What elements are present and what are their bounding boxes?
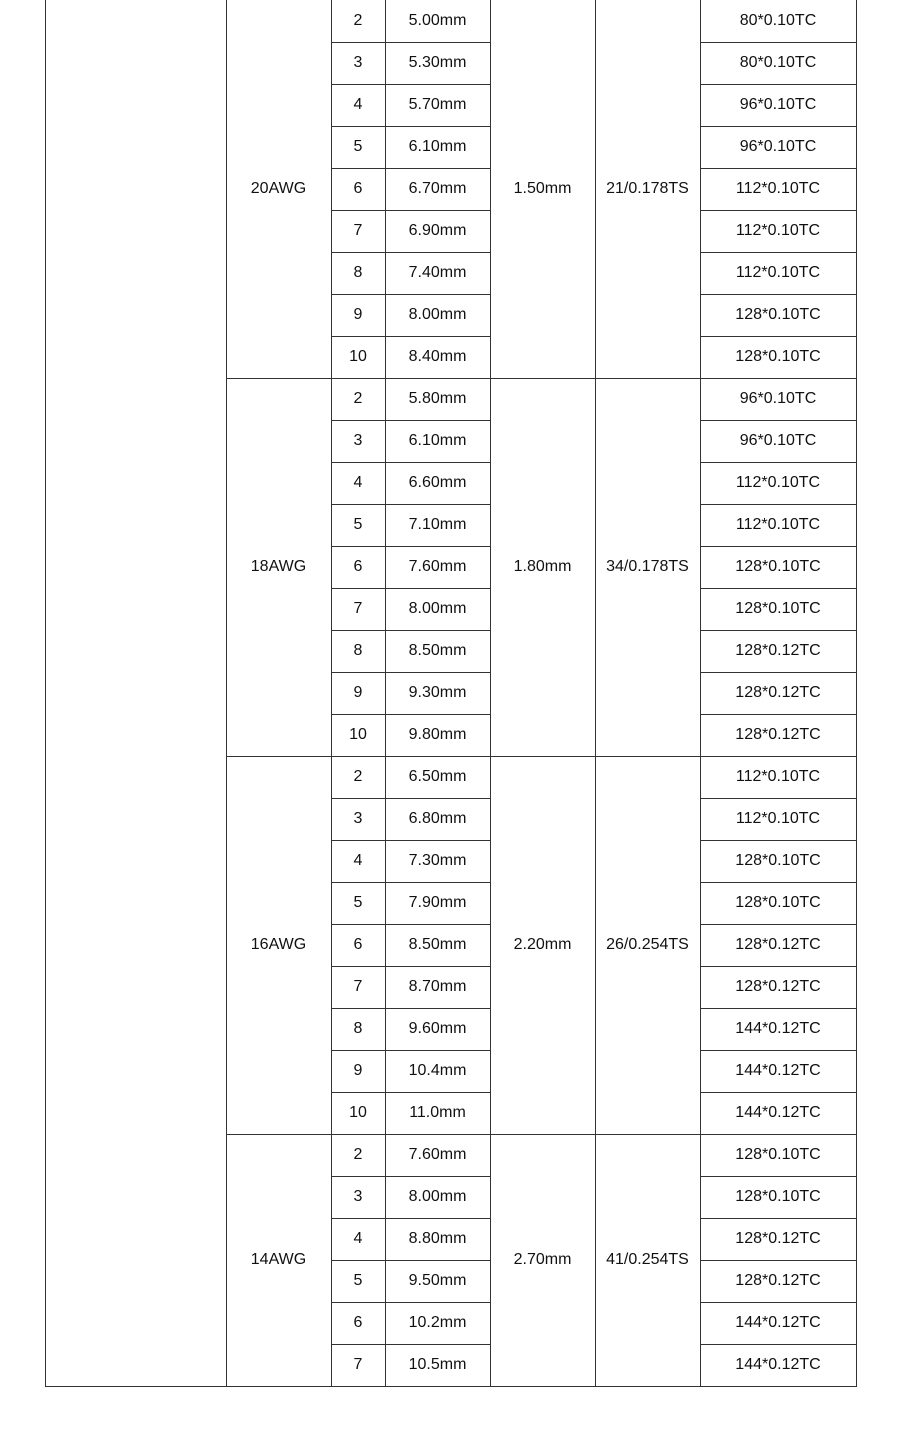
outer-diameter-cell: 6.60mm [408, 474, 467, 491]
core-count-cell: 2 [353, 390, 363, 407]
core-count-cell: 9 [353, 306, 363, 323]
row-divider [700, 1176, 856, 1177]
conductor-strand-cell: 41/0.254TS [606, 1251, 689, 1268]
core-count-cell: 6 [353, 558, 363, 575]
insulation-thickness-cell: 2.70mm [513, 1251, 572, 1268]
row-divider [700, 882, 856, 883]
core-count-cell: 5 [353, 516, 363, 533]
row-divider [331, 966, 490, 967]
row-divider [331, 588, 490, 589]
shield-spec-cell: 144*0.12TC [735, 1104, 821, 1121]
row-divider [331, 798, 490, 799]
column-divider [856, 0, 857, 1387]
row-divider [700, 1092, 856, 1093]
outer-diameter-cell: 8.00mm [408, 306, 467, 323]
outer-diameter-cell: 8.00mm [408, 600, 467, 617]
shield-spec-cell: 112*0.10TC [735, 516, 821, 533]
shield-spec-cell: 128*0.10TC [735, 558, 821, 575]
core-count-cell: 10 [349, 726, 367, 743]
core-count-cell: 8 [353, 642, 363, 659]
row-divider [331, 1092, 490, 1093]
row-divider [700, 798, 856, 799]
row-divider [331, 1302, 490, 1303]
row-divider [700, 588, 856, 589]
row-divider [700, 966, 856, 967]
outer-diameter-cell: 7.60mm [408, 1146, 467, 1163]
insulation-thickness-cell: 1.80mm [513, 558, 572, 575]
core-count-cell: 4 [353, 1230, 363, 1247]
core-count-cell: 4 [353, 96, 363, 113]
row-divider [331, 1050, 490, 1051]
outer-diameter-cell: 8.50mm [408, 642, 467, 659]
row-divider [331, 168, 490, 169]
shield-spec-cell: 80*0.10TC [739, 54, 817, 71]
conductor-strand-cell: 26/0.254TS [606, 936, 689, 953]
shield-spec-cell: 128*0.10TC [735, 852, 821, 869]
outer-diameter-cell: 6.50mm [408, 768, 467, 785]
outer-diameter-cell: 8.40mm [408, 348, 467, 365]
row-divider [331, 924, 490, 925]
row-divider [331, 504, 490, 505]
shield-spec-cell: 80*0.10TC [739, 12, 817, 29]
shield-spec-cell: 128*0.10TC [735, 894, 821, 911]
row-divider [331, 252, 490, 253]
outer-diameter-cell: 9.60mm [408, 1020, 467, 1037]
row-divider [700, 462, 856, 463]
shield-spec-cell: 128*0.12TC [735, 936, 821, 953]
core-count-cell: 3 [353, 810, 363, 827]
table-bottom-border [45, 1386, 857, 1387]
shield-spec-cell: 128*0.10TC [735, 1146, 821, 1163]
conductor-strand-cell: 21/0.178TS [606, 180, 689, 197]
shield-spec-cell: 96*0.10TC [739, 390, 817, 407]
row-divider [331, 42, 490, 43]
core-count-cell: 2 [353, 1146, 363, 1163]
row-divider [331, 1176, 490, 1177]
row-divider [700, 126, 856, 127]
shield-spec-cell: 96*0.10TC [739, 96, 817, 113]
outer-diameter-cell: 6.80mm [408, 810, 467, 827]
row-divider [331, 420, 490, 421]
row-divider [331, 1260, 490, 1261]
row-divider [700, 252, 856, 253]
row-divider [700, 1008, 856, 1009]
outer-diameter-cell: 6.10mm [408, 138, 467, 155]
outer-diameter-cell: 5.30mm [408, 54, 467, 71]
outer-diameter-cell: 6.90mm [408, 222, 467, 239]
shield-spec-cell: 128*0.12TC [735, 642, 821, 659]
shield-spec-cell: 112*0.10TC [735, 474, 821, 491]
row-divider [700, 1344, 856, 1345]
core-count-cell: 3 [353, 432, 363, 449]
outer-diameter-cell: 5.80mm [408, 390, 467, 407]
row-divider [331, 840, 490, 841]
core-count-cell: 2 [353, 12, 363, 29]
row-divider [700, 42, 856, 43]
row-divider [700, 210, 856, 211]
outer-diameter-cell: 6.10mm [408, 432, 467, 449]
core-count-cell: 4 [353, 852, 363, 869]
outer-diameter-cell: 10.5mm [408, 1356, 467, 1373]
shield-spec-cell: 128*0.10TC [735, 348, 821, 365]
shield-spec-cell: 96*0.10TC [739, 138, 817, 155]
row-divider [700, 294, 856, 295]
outer-diameter-cell: 10.2mm [408, 1314, 467, 1331]
outer-diameter-cell: 7.60mm [408, 558, 467, 575]
outer-diameter-cell: 9.80mm [408, 726, 467, 743]
row-divider [700, 630, 856, 631]
shield-spec-cell: 144*0.12TC [735, 1356, 821, 1373]
row-divider [700, 168, 856, 169]
shield-spec-cell: 128*0.12TC [735, 978, 821, 995]
shield-spec-cell: 128*0.10TC [735, 600, 821, 617]
outer-diameter-cell: 7.10mm [408, 516, 467, 533]
core-count-cell: 3 [353, 1188, 363, 1205]
row-divider [700, 840, 856, 841]
conductor-strand-cell: 34/0.178TS [606, 558, 689, 575]
row-divider [331, 1008, 490, 1009]
core-count-cell: 5 [353, 138, 363, 155]
insulation-thickness-cell: 1.50mm [513, 180, 572, 197]
row-divider [700, 84, 856, 85]
shield-spec-cell: 112*0.10TC [735, 264, 821, 281]
core-count-cell: 6 [353, 936, 363, 953]
shield-spec-cell: 128*0.10TC [735, 1188, 821, 1205]
wire-gauge-cell: 14AWG [250, 1251, 307, 1268]
row-divider [700, 1260, 856, 1261]
row-divider [700, 924, 856, 925]
column-divider [45, 0, 46, 1387]
outer-diameter-cell: 5.00mm [408, 12, 467, 29]
shield-spec-cell: 128*0.10TC [735, 306, 821, 323]
core-count-cell: 9 [353, 1062, 363, 1079]
row-divider [700, 546, 856, 547]
row-divider [700, 420, 856, 421]
core-count-cell: 5 [353, 894, 363, 911]
row-divider [700, 714, 856, 715]
outer-diameter-cell: 7.40mm [408, 264, 467, 281]
shield-spec-cell: 128*0.12TC [735, 684, 821, 701]
core-count-cell: 6 [353, 180, 363, 197]
row-divider [331, 336, 490, 337]
outer-diameter-cell: 5.70mm [408, 96, 467, 113]
outer-diameter-cell: 10.4mm [408, 1062, 467, 1079]
wire-gauge-cell: 18AWG [250, 558, 307, 575]
row-divider [700, 1218, 856, 1219]
core-count-cell: 10 [349, 348, 367, 365]
wire-gauge-cell: 16AWG [250, 936, 307, 953]
row-divider [331, 672, 490, 673]
shield-spec-cell: 128*0.12TC [735, 726, 821, 743]
shield-spec-cell: 112*0.10TC [735, 180, 821, 197]
outer-diameter-cell: 7.90mm [408, 894, 467, 911]
outer-diameter-cell: 8.80mm [408, 1230, 467, 1247]
core-count-cell: 2 [353, 768, 363, 785]
wire-gauge-cell: 20AWG [250, 180, 307, 197]
core-count-cell: 3 [353, 54, 363, 71]
shield-spec-cell: 112*0.10TC [735, 810, 821, 827]
row-divider [700, 672, 856, 673]
core-count-cell: 9 [353, 684, 363, 701]
row-divider [331, 714, 490, 715]
outer-diameter-cell: 6.70mm [408, 180, 467, 197]
row-divider [700, 1302, 856, 1303]
core-count-cell: 7 [353, 222, 363, 239]
outer-diameter-cell: 8.00mm [408, 1188, 467, 1205]
row-divider [331, 1218, 490, 1219]
row-divider [331, 84, 490, 85]
core-count-cell: 4 [353, 474, 363, 491]
shield-spec-cell: 128*0.12TC [735, 1230, 821, 1247]
core-count-cell: 7 [353, 1356, 363, 1373]
shield-spec-cell: 128*0.12TC [735, 1272, 821, 1289]
core-count-cell: 8 [353, 1020, 363, 1037]
row-divider [700, 1050, 856, 1051]
core-count-cell: 6 [353, 1314, 363, 1331]
core-count-cell: 10 [349, 1104, 367, 1121]
outer-diameter-cell: 11.0mm [409, 1104, 466, 1121]
outer-diameter-cell: 7.30mm [408, 852, 467, 869]
outer-diameter-cell: 8.50mm [408, 936, 467, 953]
row-divider [700, 504, 856, 505]
row-divider [331, 210, 490, 211]
row-divider [331, 1344, 490, 1345]
shield-spec-cell: 144*0.12TC [735, 1062, 821, 1079]
row-divider [331, 294, 490, 295]
outer-diameter-cell: 9.30mm [408, 684, 467, 701]
shield-spec-cell: 112*0.10TC [735, 222, 821, 239]
core-count-cell: 7 [353, 978, 363, 995]
row-divider [331, 630, 490, 631]
shield-spec-cell: 144*0.12TC [735, 1020, 821, 1037]
insulation-thickness-cell: 2.20mm [513, 936, 572, 953]
shield-spec-cell: 144*0.12TC [735, 1314, 821, 1331]
row-divider [331, 126, 490, 127]
row-divider [700, 336, 856, 337]
row-divider [331, 462, 490, 463]
outer-diameter-cell: 8.70mm [408, 978, 467, 995]
row-divider [331, 546, 490, 547]
row-divider [331, 882, 490, 883]
core-count-cell: 7 [353, 600, 363, 617]
core-count-cell: 8 [353, 264, 363, 281]
shield-spec-cell: 96*0.10TC [739, 432, 817, 449]
core-count-cell: 5 [353, 1272, 363, 1289]
shield-spec-cell: 112*0.10TC [735, 768, 821, 785]
outer-diameter-cell: 9.50mm [408, 1272, 467, 1289]
